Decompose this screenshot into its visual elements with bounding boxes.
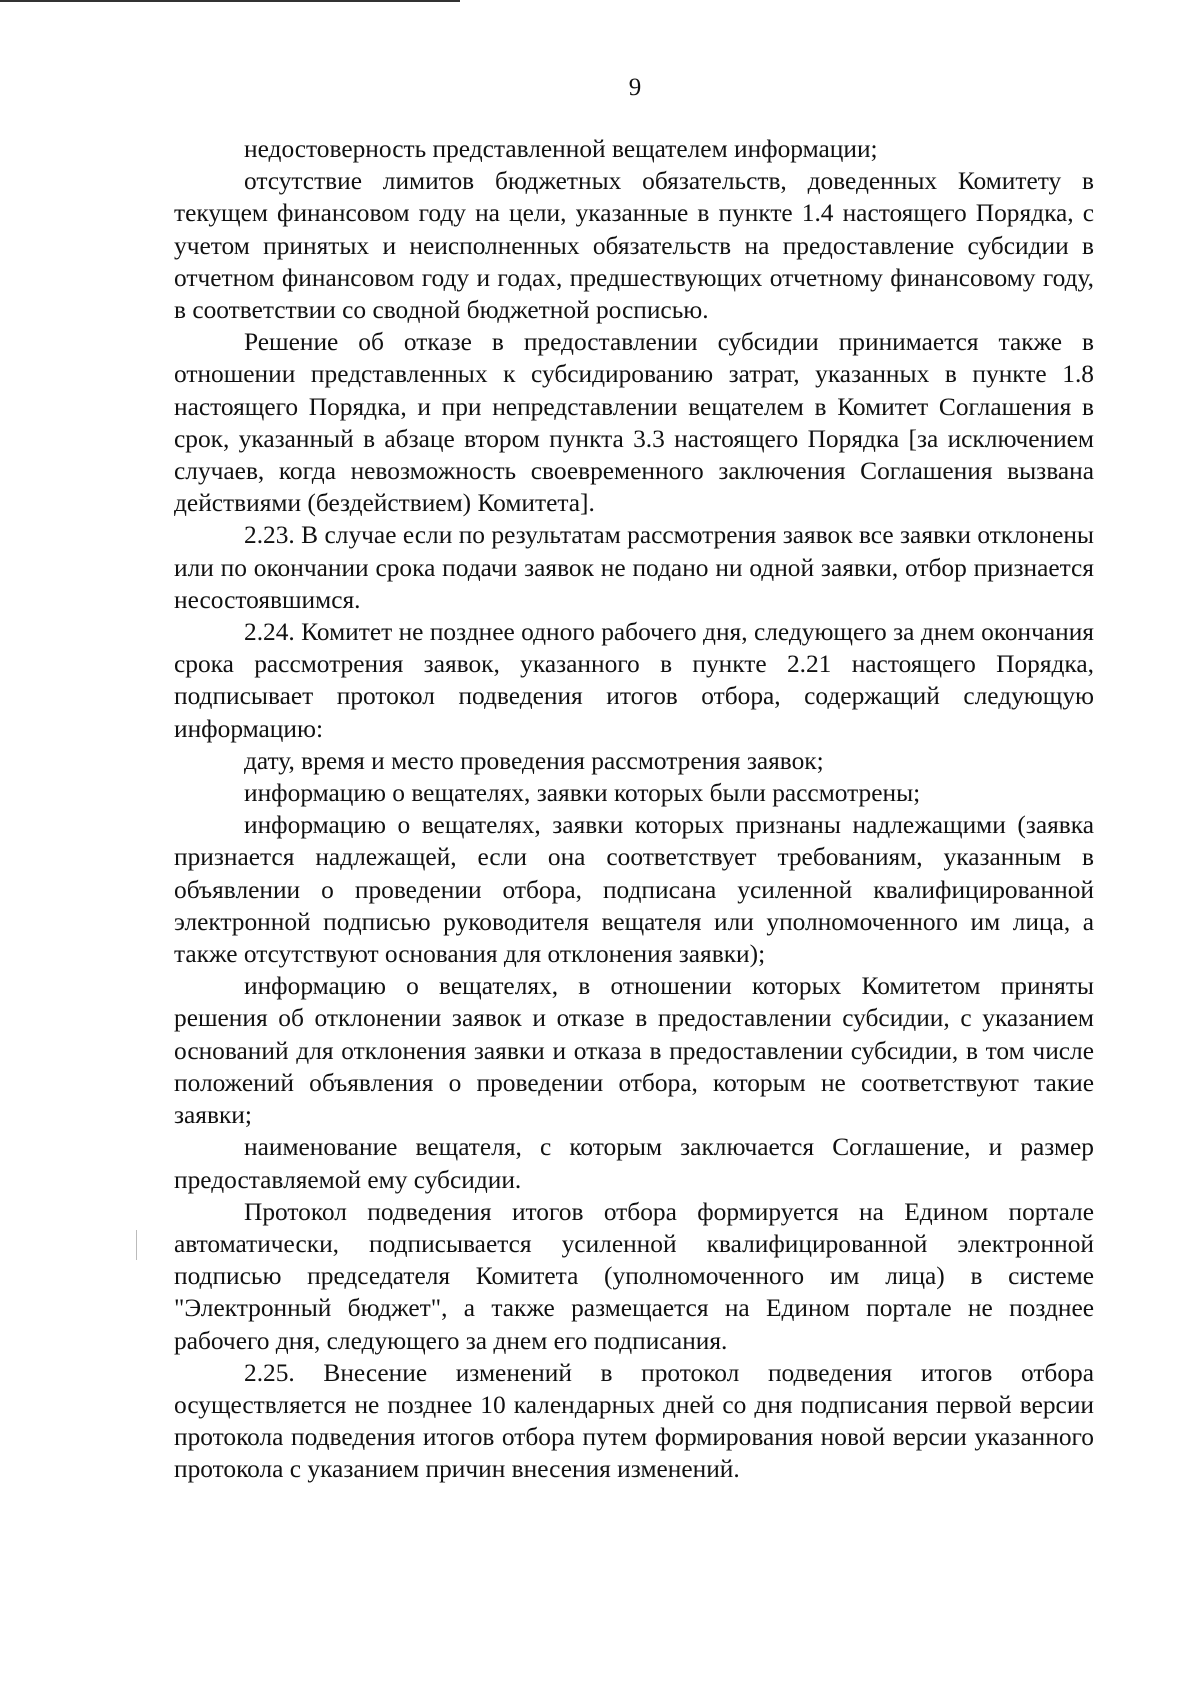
paragraph: Решение об отказе в предоставлении субсидии принимается также в отношении представленных к субсидированию затрат, указанных в пункте 1.8 настоящего Порядка, и при непредставлении вещателем в Комитет Соглашения в срок, указанный в абзаце втором пункта 3.3 настоящего Порядка [за исключением случаев, когда невозможность своевременного заключения Соглашения вызвана действиями (бездействием) Комитета]. [174,328,1094,518]
list-item: наименование вещателя, с которым заключается Соглашение, и размер предоставляемой ему субсидии. [174,1133,1094,1194]
list-item: информацию о вещателях, в отношении которых Комитетом приняты решения об отклонении заявок и отказе в предоставлении субсидии, с указанием оснований для отклонения заявки и отказа в предоставлении субсидии, в том числе положений объявления о проведении отбора, которым не соответствуют такие заявки; [174,972,1094,1130]
paragraph-section-2-25: 2.25. Внесение изменений в протокол подведения итогов отбора осуществляется не позднее 10 календарных дней со дня подписания первой версии протокола подведения итогов отбора путем формирования новой версии указанного протокола с указанием причин внесения изменений. [174,1358,1094,1484]
paragraph-section-2-24: 2.24. Комитет не позднее одного рабочего дня, следующего за днем окончания срока рассмотрения заявок, указанного в пункте 2.21 настоящего Порядка, подписывает протокол подведения итогов отбора, содержащий следующую информацию: [174,618,1094,743]
paragraph-section-2-23: 2.23. В случае если по результатам рассмотрения заявок все заявки отклонены или по окончании срока подачи заявок не подано ни одной заявки, отбор признается несостоявшимся. [174,521,1094,614]
document-body [174,133,1094,1486]
paragraph: Протокол подведения итогов отбора формируется на Едином портале автоматически, подписывается усиленной квалифицированной электронной подписью председателя Комитета (уполномоченного им лица) в системе "Электронный бюджет", а также размещается на Едином портале не позднее рабочего дня, следующего за днем его подписания. [174,1197,1094,1355]
list-item: информацию о вещателях, заявки которых признаны надлежащими (заявка признается надлежащей, если она соответствует требованиям, указанным в объявлении о проведении отбора, подписана усиленной квалифицированной электронной подписью руководителя вещателя или уполномоченного им лица, а также отсутствуют основания для отклонения заявки); [174,811,1094,969]
paragraph: отсутствие лимитов бюджетных обязательств, доведенных Комитету в текущем финансовом году на цели, указанные в пункте 1.4 настоящего Порядка, с учетом принятых и неисполненных обязательств на предоставление субсидии в отчетном финансовом году и годах, предшествующих отчетному финансовому году, в соответствии со сводной бюджетной росписью. [174,167,1094,325]
top-border-line [0,0,460,2]
list-item: дату, время и место проведения рассмотрения заявок; [244,746,824,775]
page-number: 9 [628,74,642,101]
scan-artifact-line [136,1230,137,1260]
paragraph: недостоверность представленной вещателем информации; [244,135,878,163]
list-item: информацию о вещателях, заявки которых были рассмотрены; [244,779,921,808]
